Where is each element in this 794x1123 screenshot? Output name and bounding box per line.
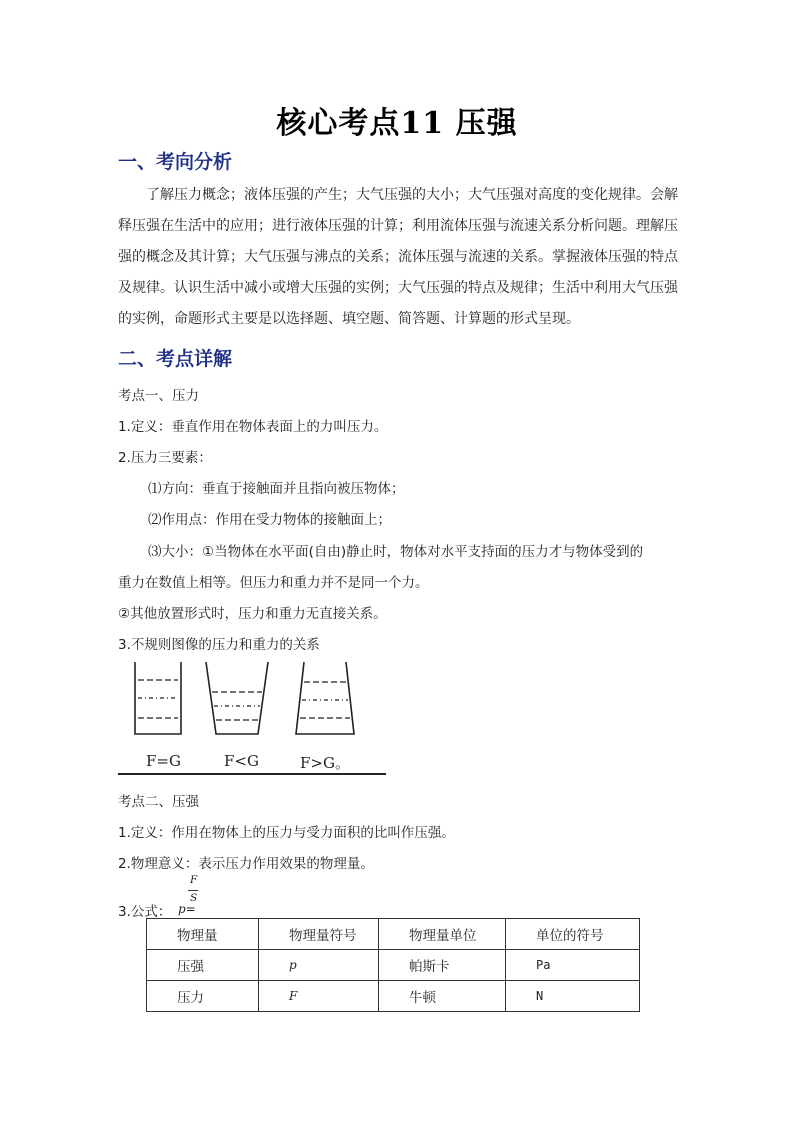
analysis-paragraph	[118, 180, 678, 335]
table-cell-quantity: 压强	[147, 950, 259, 981]
table-header-row	[147, 919, 640, 950]
table-header-cell: 单位的符号	[506, 919, 640, 950]
narrow-mouth-container	[296, 662, 354, 734]
point1-elements: 2.压力三要素：	[118, 450, 212, 466]
point2-definition: 1.定义：作用在物体上的压力与受力面积的比叫作压强。	[118, 825, 455, 841]
formula-numerator: F	[190, 874, 198, 886]
wide-mouth-container	[206, 662, 268, 734]
straight-container	[135, 662, 181, 734]
figure-label-less: F<G	[224, 752, 259, 770]
section-heading-details: 二、考点详解	[118, 348, 233, 370]
formula-lhs: p=	[178, 902, 196, 916]
fraction-bar	[188, 890, 198, 891]
table-row	[147, 950, 640, 981]
table-header-cell: 物理量	[147, 919, 259, 950]
table-cell-symbol: p	[259, 950, 379, 981]
point1-irregular: 3.不规则图像的压力和重力的关系	[118, 637, 320, 653]
point1-direction: ⑴方向：垂直于接触面并且指向被压物体；	[148, 481, 405, 497]
table-header-cell: 物理量符号	[259, 919, 379, 950]
point1-application-point: ⑵作用点：作用在受力物体的接触面上；	[148, 512, 391, 528]
point1-other: ②其他放置形式时，压力和重力无直接关系。	[118, 606, 387, 622]
table-cell-unit-symbol: N	[506, 981, 640, 1012]
quantity-table	[146, 918, 640, 1012]
point1-title: 考点一、压力	[118, 388, 199, 404]
table-cell-unit-symbol: Pa	[506, 950, 640, 981]
formula-denominator: S	[190, 892, 198, 904]
table-cell-quantity: 压力	[147, 981, 259, 1012]
formula-label: 3.公式：	[118, 904, 172, 920]
page-title: 核心考点11 压强	[276, 106, 518, 141]
table-header-cell: 物理量单位	[379, 919, 506, 950]
point2-meaning: 2.物理意义：表示压力作用效果的物理量。	[118, 856, 374, 872]
figure-underline	[118, 773, 386, 775]
table-cell-unit: 牛顿	[379, 981, 506, 1012]
figure-label-greater: F>G。	[300, 754, 350, 772]
figure-label-equal: F=G	[146, 752, 181, 770]
containers-svg	[118, 660, 388, 752]
table-row	[147, 981, 640, 1012]
point1-definition: 1.定义：垂直作用在物体表面上的力叫压力。	[118, 419, 388, 435]
point2-title: 考点二、压强	[118, 794, 199, 810]
section-heading-analysis: 一、考向分析	[118, 151, 233, 173]
table-cell-unit: 帕斯卡	[379, 950, 506, 981]
point1-size-line2: 重力在数值上相等。但压力和重力并不是同一个力。	[118, 575, 429, 591]
table-cell-symbol: F	[259, 981, 379, 1012]
container-shapes-figure	[118, 660, 388, 778]
analysis-text: 了解压力概念；液体压强的产生；大气压强的大小；大气压强对高度的变化规律。会解释压强在生活中的应用；进行液体压强的计算；利用流体压强与流速关系分析问题。理解压强的概念及其计算；大气压强与沸点的关系；流体压强与流速的关系。掌握液体压强的特点及规律。认识生活中减小或增大压强的实例；大气压强的特点及规律；生活中利用大气压强的实例，命题形式主要是以选择题、填空题、简答题、计算题的形式呈现。	[118, 187, 678, 327]
point1-size-line1: ⑶大小：①当物体在水平面(自由)静止时，物体对水平支持面的压力才与物体受到的	[148, 544, 644, 560]
